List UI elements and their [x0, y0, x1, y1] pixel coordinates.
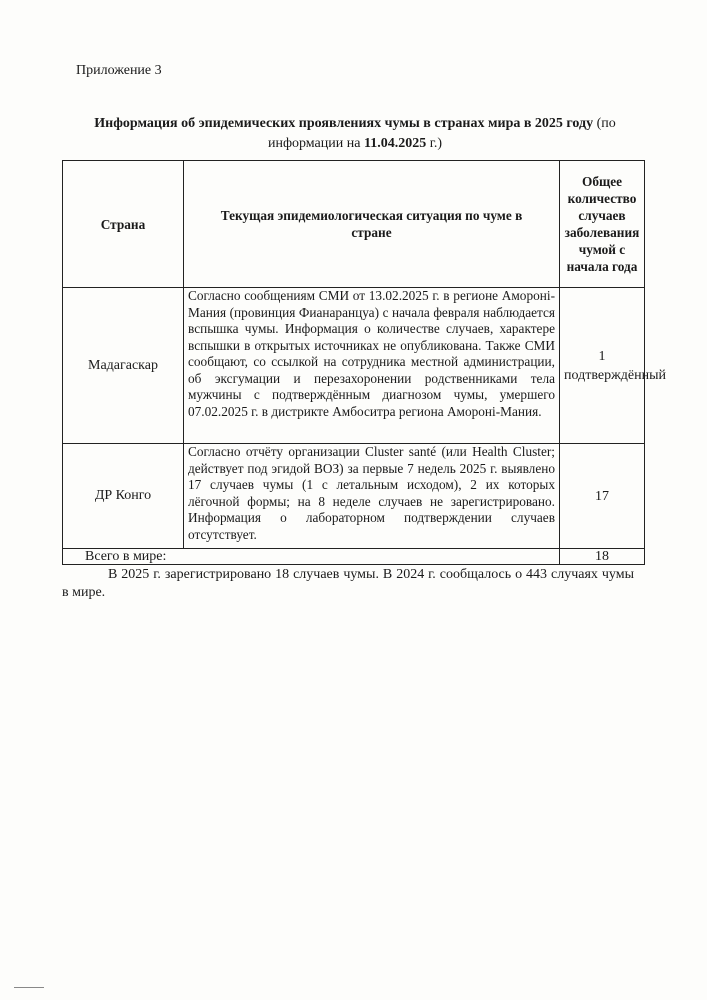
total-label: Всего в мире: [63, 549, 560, 565]
appendix-label: Приложение 3 [76, 63, 162, 78]
situation-cell: Согласно сообщениям СМИ от 13.02.2025 г. в регионе Амороні-Мания (провинция Фианаранцуа) с начала февраля наблюдается вспышка чумы. Информация о количестве случаев, характере вспышки в открытых источниках не опубликована. Также СМИ сообщают, со ссылкой на сотрудника местной администрации, об эксгумации и перезахоронении родственниками тела мужчины с подтверждённым диагнозом чумы, умершего 07.02.2025 г. в дистрикте Амбоситра региона Амороні-Мания. [184, 288, 560, 444]
plague-table [62, 160, 666, 565]
title-source: (по информации на [267, 116, 616, 151]
title-main: Информация об эпидемических проявлениях чумы в странах мира в 2025 году [94, 116, 594, 131]
table-header-row [63, 161, 645, 288]
country-cell: Мадагаскар [63, 288, 184, 444]
table-row [63, 444, 645, 549]
situation-cell: Согласно отчёту организации Cluster santé (или Health Cluster; действует под эгидой ВОЗ) за первые 7 недель 2025 г. выявлено 17 случаев чумы (1 с летальным исходом), 2 их которых лёгочной формы; на 8 неделе случаев не зарегистрировано. Информация о лабораторном подтверждении случаев отсутствует. [184, 444, 560, 549]
header-situation: Текущая эпидемиологическая ситуация по чуме в стране [184, 161, 560, 288]
count-cell: 17 [560, 444, 645, 549]
table-row [63, 288, 645, 444]
title-year-suffix: г.) [429, 136, 443, 151]
summary-paragraph: В 2025 г. зарегистрировано 18 случаев чумы. В 2024 г. сообщалось о 443 случаях чумы в мире. [62, 567, 634, 600]
header-total: Общее количество случаев заболевания чумой с начала года [560, 161, 645, 288]
document-title [70, 114, 640, 154]
total-row [63, 549, 645, 565]
scan-artifact-line [14, 987, 44, 988]
header-country: Страна [63, 161, 184, 288]
country-cell: ДР Конго [63, 444, 184, 549]
total-value: 18 [560, 549, 645, 565]
title-date: 11.04.2025 [363, 136, 427, 151]
count-cell: 1 подтверждённый [560, 288, 645, 444]
